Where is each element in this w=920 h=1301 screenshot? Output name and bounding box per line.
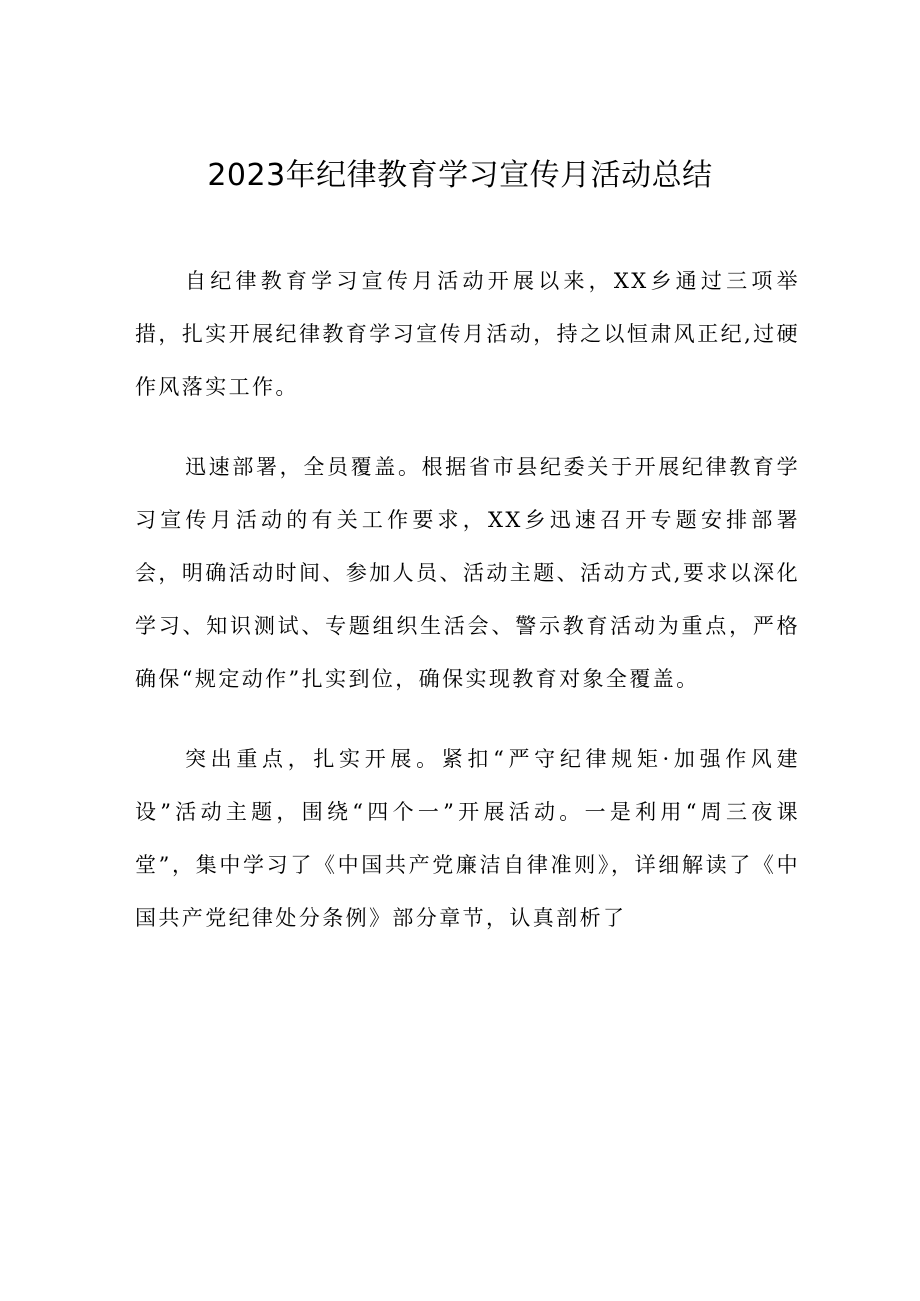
paragraph-2: 迅速部署，全员覆盖。根据省市县纪委关于开展纪律教育学习宣传月活动的有关工作要求，XX乡迅速召开专题安排部署会，明确活动时间、参加人员、活动主题、活动方式,要求以深化学习、知识测试、专题组织生活会、警示教育活动为重点，严格确保“规定动作”扎实到位，确保实现教育对象全覆盖。 — [135, 455, 800, 691]
paragraph-1: 自纪律教育学习宣传月活动开展以来，XX乡通过三项举措，扎实开展纪律教育学习宣传月活动，持之以恒肃风正纪,过硬作风落实工作。 — [135, 269, 800, 399]
paragraph-3: 突出重点，扎实开展。紧扣“严守纪律规矩·加强作风建设”活动主题，围绕“四个一”开展活动。一是利用“周三夜课堂”，集中学习了《中国共产党廉洁自律准则》，详细解读了《中国共产党纪律处分条例》部分章节，认真剖析了 — [135, 747, 800, 930]
document-title: 2023年纪律教育学习宣传月活动总结 — [207, 158, 713, 193]
document-body — [135, 255, 800, 972]
